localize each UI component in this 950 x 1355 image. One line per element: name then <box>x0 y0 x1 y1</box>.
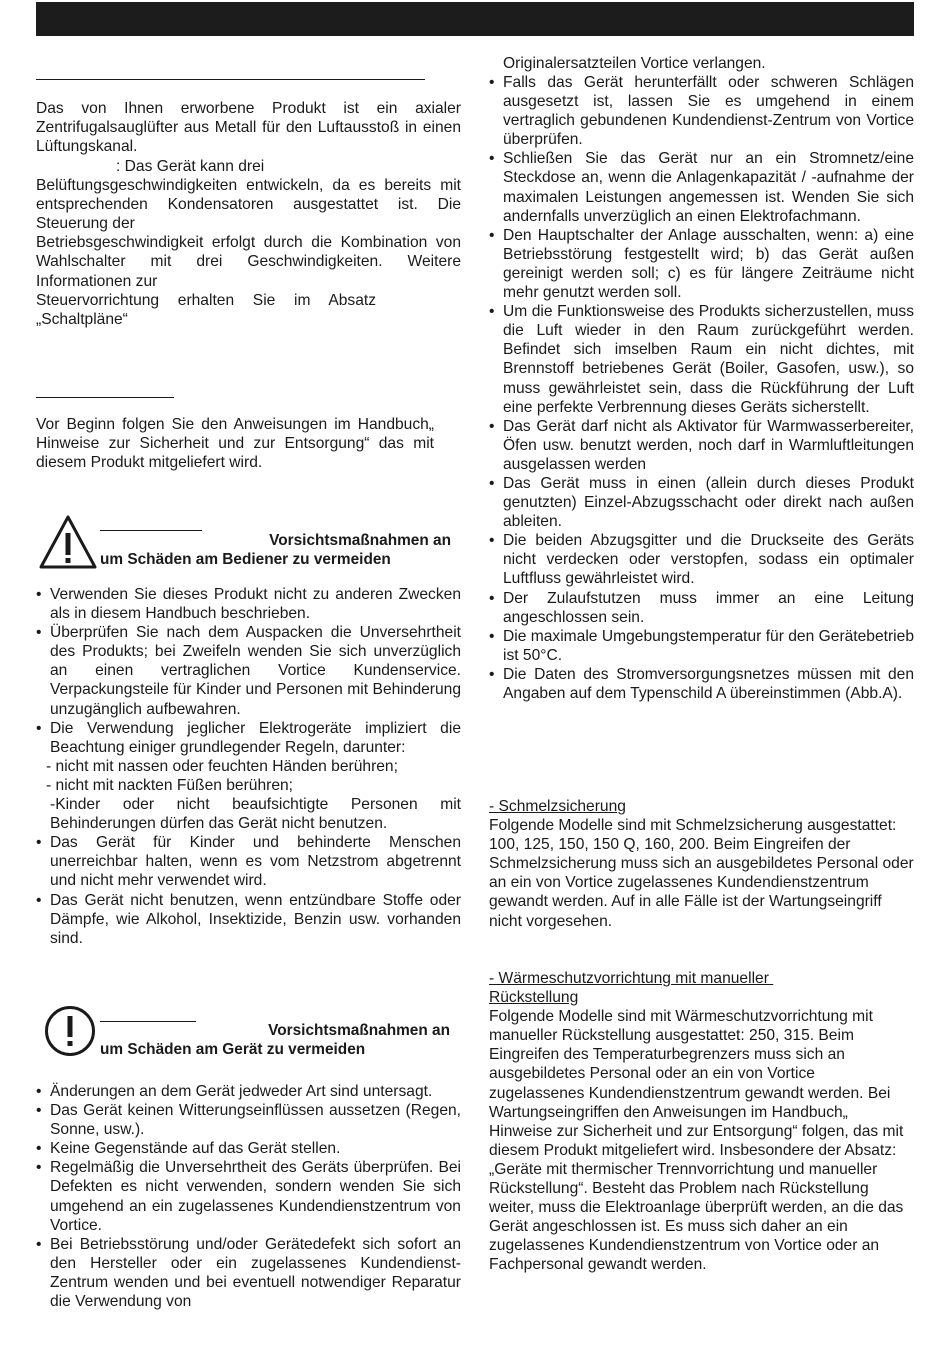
list-item: • Der Zulaufstutzen muss immer an eine Leitung angeschlossen sein. <box>489 589 914 627</box>
list-item: • Das Gerät darf nicht als Aktivator für Warmwasserbereiter, Öfen usw. benutzt werden, noch darf in Warmluftleitungen ausgelassen werden <box>489 417 914 474</box>
warning-triangle-icon <box>38 514 98 570</box>
list-item: • Um die Funktionsweise des Produkts sicherzustellen, muss die Luft wieder in den Raum zurückgeführt werden. Befindet sich imselben Raum ein nicht dichtes, mit Brennstoff betriebenes Gerät (Boiler, Gasofen, usw.), so muss gewährleistet sein, dass die Rückführung der Luft eine perfekte Verbrennung dieses Geräts sicherstellt. <box>489 302 914 417</box>
header-bar <box>36 2 914 36</box>
warning-title-device <box>100 1021 450 1059</box>
speeds-paragraph <box>36 157 461 329</box>
fuse-section <box>489 797 914 931</box>
list-item: • Das Gerät muss in einen (allein durch dieses Produkt genutzten) Einzel-Abzugsschacht oder direkt nach außen ableiten. <box>489 474 914 531</box>
list-item: • Das Gerät nicht benutzen, wenn entzündbare Stoffe oder Dämpfe, wie Alkohol, Insektizide, Benzin usw. vorhanden sind. <box>36 891 461 948</box>
caution-circle-icon <box>44 1005 96 1057</box>
speeds-line-a: : Das Gerät kann drei <box>116 158 265 175</box>
list-item: • Das Gerät für Kinder und behinderte Menschen unerreichbar halten, wenn es vom Netzstrom abgetrennt und nicht mehr verwendet wird. <box>36 833 461 890</box>
safety-intro-paragraph: Vor Beginn folgen Sie den Anweisungen im Handbuch„ Hinweise zur Sicherheit und zur Entsorgung“ das mit diesem Produkt mitgeliefert wird. <box>36 416 434 472</box>
warning-title-operator-line1: Vorsichtsmaßnahmen an <box>269 532 451 549</box>
dash-item: - nicht mit nassen oder feuchten Händen berühren; <box>46 757 398 775</box>
section-rule-description <box>36 79 425 80</box>
warning-title-operator-line2: um Schäden am Bediener zu vermeiden <box>100 551 391 568</box>
dash-item: - nicht mit nackten Füßen berühren; <box>46 776 294 794</box>
intro-paragraph: Das von Ihnen erworbene Produkt ist ein axialer Zentrifugalsauglüfter aus Metall für den Luftausstoß in einen Lüftungskanal. <box>36 100 461 156</box>
speeds-line-b: Belüftungsgeschwindigkeiten entwickeln, da es bereits mit entsprechenden Kondensatoren ausgestattet ist. Die Steuerung der <box>36 177 461 233</box>
thermal-heading-line1: - Wärmeschutzvorrichtung mit manueller <box>489 970 774 987</box>
list-item: • Überprüfen Sie nach dem Auspacken die Unversehrtheit des Produkts; bei Zweifeln wenden Sie sich unverzüglich an einen vertraglichen Vortice Kundenservice. Verpackungsteile für Kinder und Personen mit Behinderung unzugänglich aufbewahren. <box>36 623 461 718</box>
list-item: • Regelmäßig die Unversehrtheit des Geräts überprüfen. Bei Defekten es nicht verwenden, sondern wenden Sie sich umgehend an ein zugelassenes Kundendienstzentrum von Vortice. <box>36 1158 461 1234</box>
operator-precautions <box>36 585 461 948</box>
warning-title-device-line1: Vorsichtsmaßnahmen an <box>268 1022 450 1039</box>
speeds-line-d: Steuervorrichtung erhalten Sie im Absatz „Schaltpläne“ <box>36 291 376 328</box>
list-item: • Die Daten des Stromversorgungsnetzes müssen mit den Angaben auf dem Typenschild A übereinstimmen (Abb.A). <box>489 665 914 703</box>
list-item: • Änderungen an dem Gerät jedweder Art sind untersagt. <box>36 1082 461 1101</box>
fuse-text: Folgende Modelle sind mit Schmelzsicherung ausgestattet: 100, 125, 150, 150 Q, 160, 200. Beim Eingreifen der Schmelzsicherung muss sich an ausgebildetes Personal oder an ein von Vortice zugelassenes Kundendienstzentrum gewandt werden. Auf in alle Fälle ist der Wartungseingriff nicht vorgesehen. <box>489 817 914 930</box>
list-item: • Die Verwendung jeglicher Elektrogeräte impliziert die Beachtung einiger grundlegender Regeln, darunter: <box>36 719 461 757</box>
list-item: • Keine Gegenstände auf das Gerät stellen. <box>36 1139 461 1158</box>
continuation-text: Originalersatzteilen Vortice verlangen. <box>503 55 766 72</box>
thermal-text: Folgende Modelle sind mit Wärmeschutzvorrichtung mit manueller Rückstellung ausgestattet: 250, 315. Beim Eingreifen des Temperaturbegrenzers muss sich an ausgebildetes Personal oder an ein von Vortice zugelassenes Kundendienstzentrum gewandt werden. Bei Wartungseingriffen den Anweisungen im Handbuch„ Hinweise zur Sicherheit und zur Entsorgung“ folgen, das mit diesem Produkt mitgeliefert wird. Insbesondere der Absatz: „Geräte mit thermischer Trennvorrichtung und manueller Rückstellung“. Besteht das Problem nach Rückstellung weiter, muss die Elektroanlage überprüft werden, an die das Gerät angeschlossen ist. Es muss sich daher an ein zugelassenes Kundendienstzentrum von Vortice oder an Fachpersonal gewandt werden. <box>489 1008 904 1274</box>
speeds-line-c: Betriebsgeschwindigkeit erfolgt durch die Kombination von Wahlschalter mit drei Geschwindigkeiten. Weitere Informationen zur <box>36 234 461 290</box>
thermal-heading-line2: Rückstellung <box>489 989 579 1007</box>
list-item: • Die beiden Abzugsgitter und die Druckseite des Geräts nicht verdecken oder verstopfen, sodass ein optimaler Luftfluss gewährleistet wird. <box>489 531 914 588</box>
list-item: • Das Gerät keinen Witterungseinflüssen aussetzen (Regen, Sonne, usw.). <box>36 1101 461 1139</box>
list-item: • Schließen Sie das Gerät nur an ein Stromnetz/eine Steckdose an, wenn die Anlagenkapazität / -aufnahme der maximalen Leistungen angemessen ist. Wenden Sie sich andernfalls unverzüglich an einen Elektrofachmann. <box>489 149 914 225</box>
thermal-section <box>489 969 914 1275</box>
right-precautions-list <box>489 73 914 703</box>
list-item: • Die maximale Umgebungstemperatur für den Gerätebetrieb ist 50°C. <box>489 627 914 665</box>
fuse-heading: - Schmelzsicherung <box>489 798 626 815</box>
warning-title-operator <box>100 531 451 569</box>
warning-title-device-line2: um Schäden am Gerät zu vermeiden <box>100 1041 366 1058</box>
list-item: • Verwenden Sie dieses Produkt nicht zu anderen Zwecken als in diesem Handbuch beschrieben. <box>36 585 461 623</box>
dash-item: -Kinder oder nicht beaufsichtigte Personen mit Behinderungen dürfen das Gerät nicht benutzen. <box>50 796 461 833</box>
list-item: • Den Hauptschalter der Anlage ausschalten, wenn: a) eine Betriebsstörung festgestellt wird; b) das Gerät außen gereinigt werden soll; c) es für längere Zeiträume nicht mehr genutzt werden soll. <box>489 226 914 302</box>
list-item: • Falls das Gerät herunterfällt oder schweren Schlägen ausgesetzt ist, lassen Sie es umgehend in einem vertraglich gebundenen Kundendienst-Zentrum von Vortice überprüfen. <box>489 73 914 149</box>
section-rule-safety <box>36 397 174 398</box>
list-item: • Bei Betriebsstörung und/oder Gerätedefekt sich sofort an den Hersteller oder ein zugelassenes Kundendienst-Zentrum wenden und bei eventuell notwendiger Reparatur die Verwendung von <box>36 1235 461 1311</box>
device-precautions <box>36 1082 461 1311</box>
